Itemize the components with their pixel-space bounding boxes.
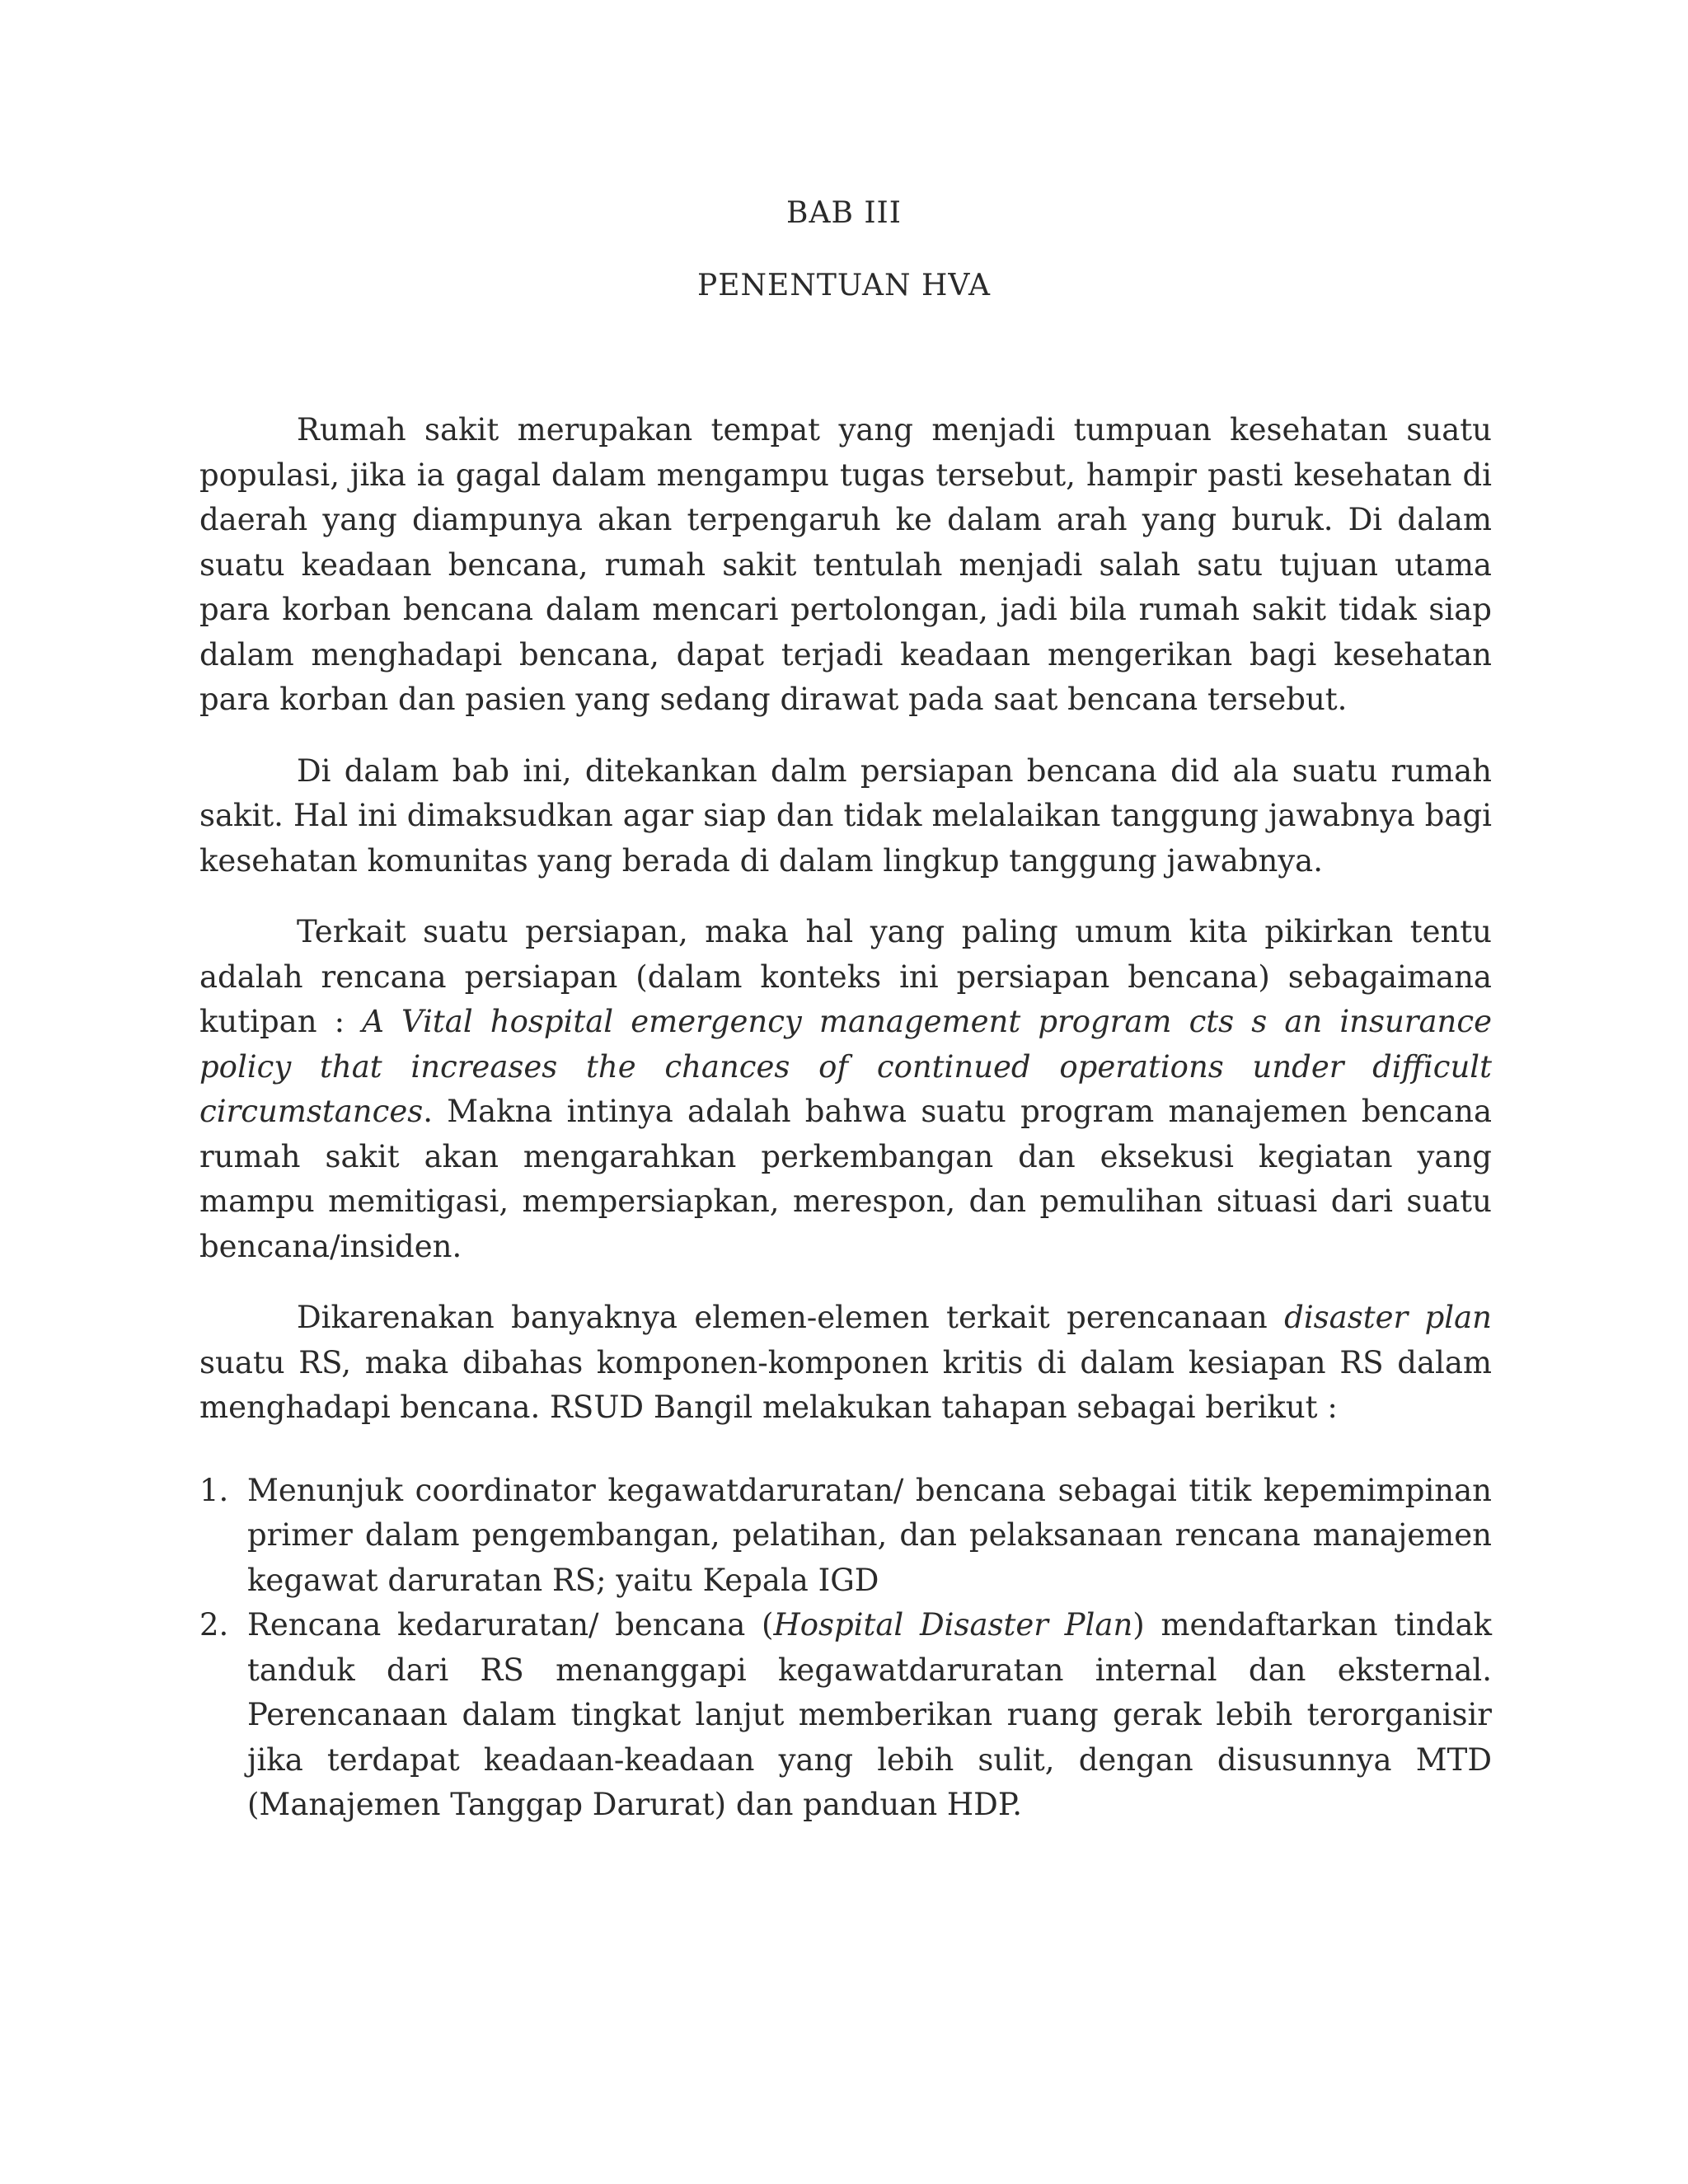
list-item-number: 1. — [199, 1472, 229, 1508]
document-body — [199, 408, 1492, 1828]
list-item — [199, 1603, 1492, 1828]
paragraph-quote — [199, 910, 1492, 1269]
list-item-text-lead: Rencana kedaruratan/ bencana ( — [247, 1607, 774, 1643]
steps-list — [199, 1469, 1492, 1828]
paragraph-components-lead: Dikarenakan banyaknya elemen-elemen terkait perencanaan — [297, 1300, 1285, 1335]
chapter-heading: BAB III — [785, 196, 902, 230]
list-item-text-tail: ) mendaftarkan tindak tanduk dari RS menanggapi kegawatdaruratan internal dan eksternal. Perencanaan dalam tingkat lanjut memberikan ruang gerak lebih terorganisir jika terdapat keadaan-keadaan yang lebih sulit, dengan disusunnya MTD (Manajemen Tanggap Darurat) dan panduan HDP. — [247, 1607, 1493, 1822]
list-item — [199, 1469, 1492, 1604]
paragraph-focus: Di dalam bab ini, ditekankan dalm persiapan bencana did ala suatu rumah sakit. Hal ini dimaksudkan agar siap dan tidak melalaikan tanggung jawabnya bagi kesehatan komunitas yang berada di dalam lingkup tanggung jawabnya. — [199, 752, 1492, 879]
list-item-text: Menunjuk coordinator kegawatdaruratan/ bencana sebagai titik kepemimpinan primer dalam pengembangan, pelatihan, dan pelaksanaan rencana manajemen kegawat daruratan RS; yaitu Kepala IGD — [247, 1472, 1492, 1598]
paragraph-intro: Rumah sakit merupakan tempat yang menjadi tumpuan kesehatan suatu populasi, jika ia gagal dalam mengampu tugas tersebut, hampir pasti kesehatan di daerah yang diampunya akan terpengaruh ke dalam arah yang buruk. Di dalam suatu keadaan bencana, rumah sakit tentulah menjadi salah satu tujuan utama para korban bencana dalam mencari pertolongan, jadi bila rumah sakit tidak siap dalam menghadapi bencana, dapat terjadi keadaan mengerikan bagi kesehatan para korban dan pasien yang sedang dirawat pada saat bencana tersebut. — [199, 412, 1492, 717]
quoted-text: A Vital hospital emergency management program cts s an insurance policy that increases the chances of continued operations under difficult circumstances — [199, 1004, 1492, 1129]
list-item-number: 2. — [199, 1607, 229, 1643]
paragraph-components-tail: suatu RS, maka dibahas komponen-komponen kritis di dalam kesiapan RS dalam menghadapi bencana. RSUD Bangil melakukan tahapan sebagai berikut : — [199, 1344, 1492, 1425]
chapter-title: PENENTUAN HVA — [697, 269, 991, 302]
paragraph-components — [199, 1296, 1492, 1431]
paragraph-quote-lead: Terkait suatu persiapan, maka hal yang paling umum kita pikirkan tentu adalah rencana persiapan (dalam konteks ini persiapan bencana) sebagaimana kutipan : — [199, 914, 1492, 1039]
hospital-disaster-plan-term: Hospital Disaster Plan — [773, 1607, 1133, 1643]
paragraph-quote-tail: . Makna intinya adalah bahwa suatu program manajemen bencana rumah sakit akan mengarahkan perkembangan dan eksekusi kegiatan yang mampu memitigasi, mempersiapkan, merespon, dan pemulihan situasi dari suatu bencana/insiden. — [199, 1094, 1492, 1264]
disaster-plan-term: disaster plan — [1284, 1300, 1492, 1335]
